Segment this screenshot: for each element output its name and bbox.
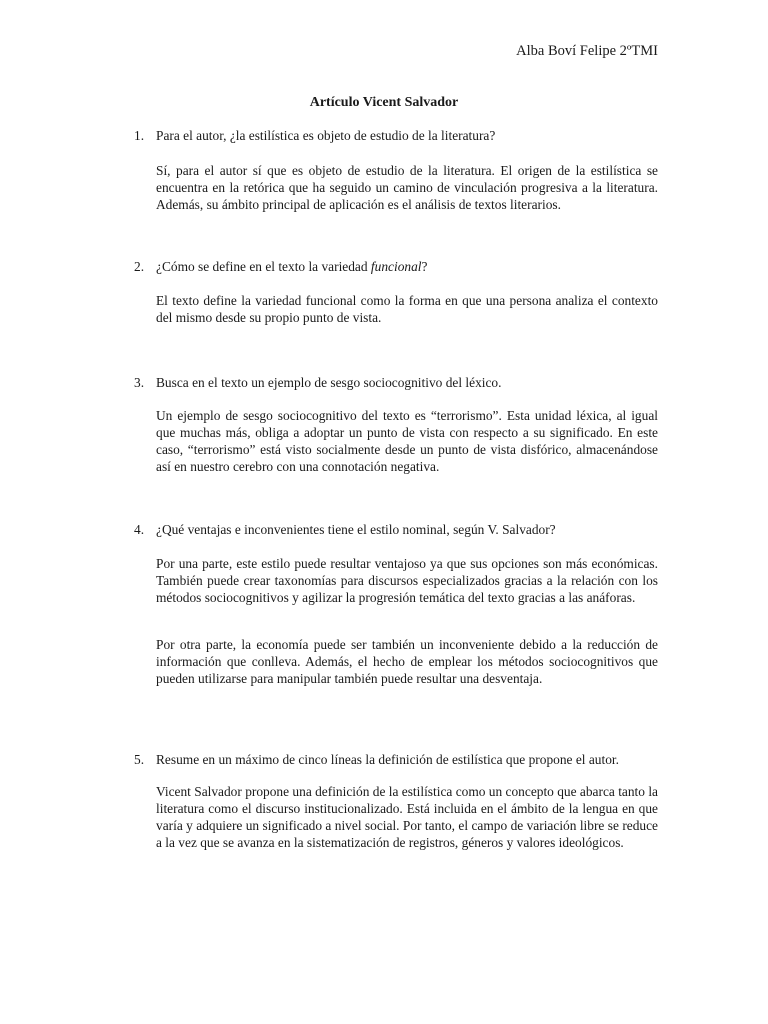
question-number: 1.	[134, 128, 145, 143]
question-number: 4.	[134, 522, 145, 537]
answer-4-paragraph-1: Por una parte, este estilo puede resultar ventajoso ya que sus opciones son más económicas. También puede crear taxonomías para discursos especializados gracias a la relación con los métodos sociocognitivos y agilizar la progresión temática del texto gracias a las anáforas.	[156, 556, 658, 605]
question-text	[156, 258, 427, 275]
answer-3-paragraph-1: Un ejemplo de sesgo sociocognitivo del texto es “terrorismo”. Esta unidad léxica, al igual que muchas más, obliga a adoptar un punto de vista con respecto a su significado. En este caso, “terrorismo” está visto socialmente desde un punto de vista disfórico, almacenándose así en nuestro cerebro con una connotación negativa.	[156, 408, 658, 474]
document-title: Artículo Vicent Salvador	[309, 95, 459, 110]
question-text: ¿Qué ventajas e inconvenientes tiene el estilo nominal, según V. Salvador?	[156, 522, 556, 537]
question-number: 3.	[134, 375, 145, 390]
question-text: Resume en un máximo de cinco líneas la definición de estilística que propone el autor.	[156, 752, 619, 767]
answer-5-paragraph-1: Vicent Salvador propone una definición de la estilística como un concepto que abarca tanto la literatura como el discurso institucionalizado. Está incluida en el ámbito de la lengua en que varía y adquiere un significado a nivel social. Por tanto, el campo de variación libre se reduce a la vez que se avanza en la sistematización de registros, géneros y valores ideológicos.	[156, 784, 658, 850]
question-number: 2.	[134, 259, 145, 274]
author-header: Alba Boví Felipe 2ºTMI	[516, 43, 658, 59]
answer-1-paragraph-1: Sí, para el autor sí que es objeto de estudio de la literatura. El origen de la estilística se encuentra en la retórica que ha seguido un camino de vinculación progresiva a la literatura. Además, su ámbito principal de aplicación es el análisis de textos literarios.	[156, 163, 658, 212]
question-number: 5.	[134, 752, 145, 767]
answer-4-paragraph-2: Por otra parte, la economía puede ser también un inconveniente debido a la reducción de información que conlleva. Además, el hecho de emplear los métodos sociocognitivos que pueden utilizarse para manipular también puede resultar una desventaja.	[156, 637, 658, 686]
question-text: Para el autor, ¿la estilística es objeto de estudio de la literatura?	[156, 128, 496, 143]
answer-2-paragraph-1: El texto define la variedad funcional como la forma en que una persona analiza el contexto del mismo desde su propio punto de vista.	[156, 293, 658, 325]
question-emphasis: funcional	[370, 259, 422, 274]
question-text: Busca en el texto un ejemplo de sesgo sociocognitivo del léxico.	[156, 375, 502, 390]
question-text-before: ¿Cómo se define en el texto la variedad	[156, 259, 371, 274]
question-text-after: ?	[421, 259, 428, 274]
